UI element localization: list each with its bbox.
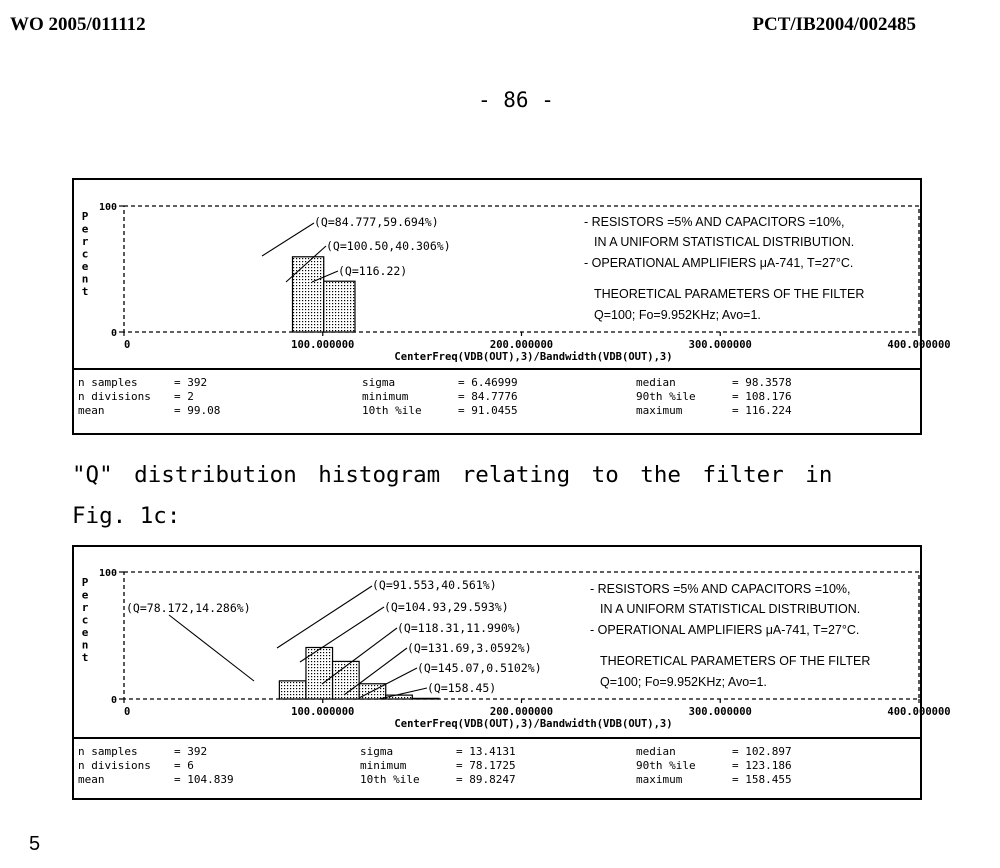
annotation-leader-line [169, 615, 254, 681]
page-number: - 86 - [478, 88, 554, 112]
y-axis-label-char: e [81, 588, 89, 602]
stats-column-3 [636, 745, 792, 787]
stat-10th-percentile: 10th %ile = 89.8247 [360, 773, 516, 786]
histogram-bar [412, 698, 439, 699]
x-tick-label: 300.000000 [688, 706, 752, 718]
annotation-leader-line [262, 223, 314, 256]
bin-annotation: (Q=145.07,0.5102%) [417, 661, 542, 675]
stat-median: median = 98.3578 [636, 376, 792, 389]
histogram-chart-1 [74, 180, 951, 370]
y-axis-label-char: r [81, 235, 89, 248]
filter-note-line: Q=100; Fo=9.952KHz; Avo=1. [600, 675, 767, 689]
publication-number: WO 2005/011112 [10, 14, 146, 35]
y-axis-label-char: t [81, 285, 89, 298]
application-number: PCT/IB2004/002485 [752, 14, 916, 35]
stat-90th-percentile: 90th %ile = 108.176 [636, 390, 792, 403]
filter-note-line: THEORETICAL PARAMETERS OF THE FILTER [600, 654, 871, 668]
y-axis-label-char: c [81, 613, 89, 627]
x-tick-label: 400.000000 [887, 706, 951, 718]
y-axis-label-char: r [81, 601, 89, 614]
filter-note-line: - RESISTORS =5% AND CAPACITORS =10%, [590, 582, 851, 596]
bin-annotation: (Q=118.31,11.990%) [397, 621, 522, 635]
x-axis-label: CenterFreq(VDB(OUT),3)/Bandwidth(VDB(OUT),3) [394, 351, 673, 363]
filter-note-line: IN A UNIFORM STATISTICAL DISTRIBUTION. [600, 602, 861, 616]
stat-median: median = 102.897 [636, 745, 792, 758]
x-tick-label: 400.000000 [887, 339, 951, 351]
caption-line-2: Fig. 1c: [72, 503, 181, 529]
stat-maximum: maximum = 158.455 [636, 773, 792, 786]
y-tick-label: 100 [98, 202, 117, 213]
x-tick-label: 100.000000 [291, 339, 355, 351]
stat-n-divisions: n divisions = 6 [78, 759, 194, 772]
y-axis-label-char: e [81, 222, 89, 236]
histogram-figure-1 [72, 178, 951, 435]
y-axis-label-char: n [81, 272, 89, 286]
stat-mean: mean = 104.839 [78, 773, 234, 786]
annotation-leader-line [277, 586, 372, 648]
stat-n-divisions: n divisions = 2 [78, 390, 194, 403]
filter-note-line: Q=100; Fo=9.952KHz; Avo=1. [594, 308, 761, 322]
stat-10th-percentile: 10th %ile = 91.0455 [362, 404, 518, 417]
stat-n-samples: n samples = 392 [78, 745, 208, 758]
bin-annotation: (Q=84.777,59.694%) [314, 215, 439, 229]
x-tick-label: 100.000000 [291, 706, 355, 718]
x-tick-label: 0 [124, 706, 131, 718]
filter-note-line: IN A UNIFORM STATISTICAL DISTRIBUTION. [594, 235, 855, 249]
bin-annotation: (Q=158.45) [427, 681, 497, 695]
y-axis-label-char: t [81, 651, 89, 664]
bin-annotation: (Q=116.22) [338, 264, 408, 278]
caption-line-1: "Q" distribution histogram relating to the filter in [72, 462, 833, 488]
histogram-bar [292, 257, 323, 332]
stat-minimum: minimum = 84.7776 [362, 390, 518, 403]
filter-note-line: - OPERATIONAL AMPLIFIERS μA-741, T=27°C. [590, 623, 860, 637]
bin-annotation: (Q=131.69,3.0592%) [407, 641, 532, 655]
stat-maximum: maximum = 116.224 [636, 404, 792, 417]
x-tick-label: 0 [124, 339, 131, 351]
filter-note-line: - RESISTORS =5% AND CAPACITORS =10%, [584, 215, 845, 229]
y-axis-label-char: P [81, 576, 89, 589]
stat-90th-percentile: 90th %ile = 123.186 [636, 759, 792, 772]
y-axis-label-char: e [81, 626, 89, 639]
histogram-bar [279, 681, 306, 699]
stats-column-1 [78, 376, 220, 418]
y-axis-label-char: c [81, 247, 89, 261]
stat-minimum: minimum = 78.1725 [360, 759, 516, 772]
annotation-leader-line [359, 668, 417, 698]
x-tick-label: 200.000000 [489, 339, 554, 351]
stat-mean: mean = 99.08 [78, 404, 221, 417]
statistics-panel-1 [74, 368, 920, 433]
stat-n-samples: n samples = 392 [78, 376, 208, 389]
stats-column-3 [636, 376, 792, 418]
stats-column-2 [360, 745, 516, 787]
histogram-figure-2 [72, 545, 951, 800]
bin-annotation: (Q=104.93,29.593%) [384, 600, 509, 614]
bin-annotation: (Q=100.50,40.306%) [326, 239, 451, 253]
margin-line-number: 5 [29, 833, 41, 855]
stats-column-2 [362, 376, 518, 418]
x-tick-label: 300.000000 [688, 339, 752, 351]
annotation-leader-line [300, 607, 384, 662]
x-tick-label: 200.000000 [489, 706, 554, 718]
y-axis-label-char: P [81, 210, 89, 223]
histogram-chart-2 [74, 547, 951, 739]
bin-annotation: (Q=91.553,40.561%) [372, 578, 497, 592]
stat-sigma: sigma = 6.46999 [362, 376, 518, 389]
x-axis-label: CenterFreq(VDB(OUT),3)/Bandwidth(VDB(OUT),3) [394, 718, 673, 730]
y-axis-label-char: n [81, 638, 89, 652]
histogram-bar [324, 281, 355, 332]
filter-note-line: - OPERATIONAL AMPLIFIERS μA-741, T=27°C. [584, 256, 854, 270]
bin-annotation: (Q=78.172,14.286%) [126, 601, 251, 615]
y-axis-label-char: e [81, 260, 89, 273]
y-tick-label: 0 [110, 328, 117, 339]
y-tick-label: 0 [110, 695, 117, 706]
stat-sigma: sigma = 13.4131 [360, 745, 516, 758]
y-tick-label: 100 [98, 568, 117, 579]
statistics-panel-2 [74, 737, 920, 798]
stats-column-1 [78, 745, 234, 787]
filter-note-line: THEORETICAL PARAMETERS OF THE FILTER [594, 287, 865, 301]
